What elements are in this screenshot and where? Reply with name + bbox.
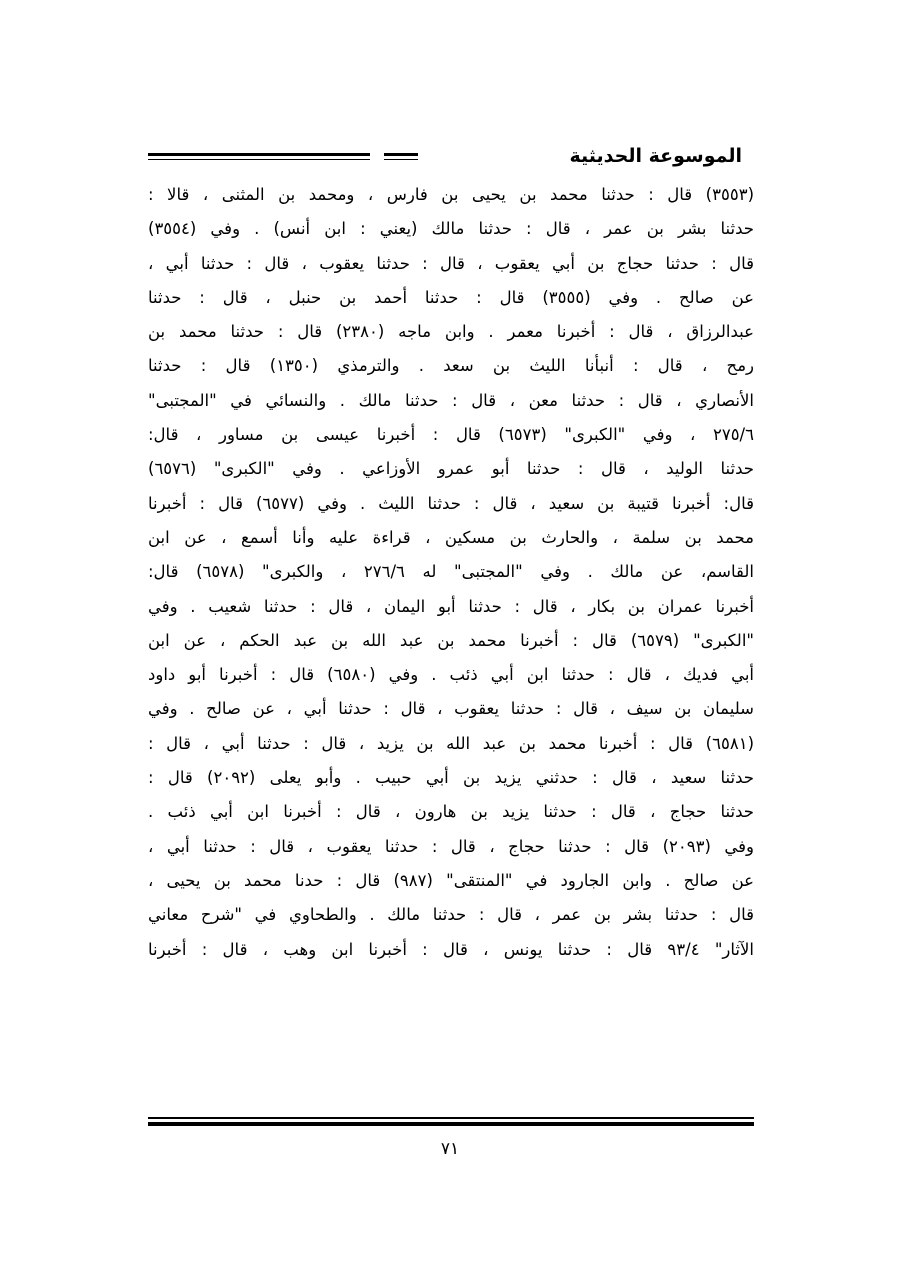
header-title: الموسوعة الحديثية: [569, 145, 742, 167]
text-line: عن صالح . وابن الجارود في "المنتقى" (٩٨٧) قال : حدنا محمد بن يحيى ،: [148, 870, 754, 890]
text-line: حدثنا حجاج ، قال : حدثنا يزيد بن هارون ، قال : أخبرنا ابن أبي ذئب .: [148, 802, 754, 822]
text-line: حدثنا بشر بن عمر ، قال : حدثنا مالك (يعني : ابن أنس) . وفي (٣٥٥٤): [148, 219, 754, 239]
footer-rule: [148, 1117, 754, 1126]
text-line: القاسم، عن مالك . وفي "المجتبى" له ٢٧٦/٦ ، والكبرى" (٦٥٧٨) قال:: [148, 562, 754, 582]
text-line: قال : حدثنا حجاج بن أبي يعقوب ، قال : حدثنا يعقوب ، قال : حدثنا أبي ،: [148, 253, 754, 273]
text-line: "الكبرى" (٦٥٧٩) قال : أخبرنا محمد بن عبد الله بن عبد الحكم ، عن ابن: [148, 630, 754, 650]
page-header: [148, 138, 754, 174]
text-line: حدثنا الوليد ، قال : حدثنا أبو عمرو الأوزاعي . وفي "الكبرى" (٦٥٧٦): [148, 459, 754, 479]
text-line: أخبرنا عمران بن بكار ، قال : حدثنا أبو اليمان ، قال : حدثنا شعيب . وفي: [148, 596, 754, 616]
body-text: [148, 178, 754, 967]
text-line: (٦٥٨١) قال : أخبرنا محمد بن عبد الله بن يزيد ، قال : حدثنا أبي ، قال :: [148, 733, 754, 753]
text-line: (٣٥٥٣) قال : حدثنا محمد بن يحيى بن فارس ، ومحمد بن المثنى ، قالا :: [148, 185, 754, 204]
header-rule-short: [384, 153, 418, 160]
text-line: الأنصاري ، قال : حدثنا معن ، قال : حدثنا مالك . والنسائي في "المجتبى": [148, 390, 754, 410]
text-line: وفي (٢٠٩٣) قال : حدثنا حجاج ، قال : حدثنا يعقوب ، قال : حدثنا أبي ،: [148, 836, 755, 856]
text-line: أبي فديك ، قال : حدثنا ابن أبي ذئب . وفي (٦٥٨٠) قال : أخبرنا أبو داود: [148, 665, 755, 685]
text-line: سليمان بن سيف ، قال : حدثنا يعقوب ، قال : حدثنا أبي ، عن صالح . وفي: [148, 699, 754, 719]
text-line: قال: أخبرنا قتيبة بن سعيد ، قال : حدثنا الليث . وفي (٦٥٧٧) قال : أخبرنا: [148, 493, 754, 513]
header-rule-long: [148, 153, 370, 160]
text-line: قال : حدثنا بشر بن عمر ، قال : حدثنا مالك . والطحاوي في "شرح معاني: [148, 905, 754, 925]
text-line: محمد بن سلمة ، والحارث بن مسكين ، قراءة عليه وأنا أسمع ، عن ابن: [148, 527, 754, 547]
page-number: ٧١: [440, 1139, 460, 1159]
text-line: الآثار" ٩٣/٤ قال : حدثنا يونس ، قال : أخبرنا ابن وهب ، قال : أخبرنا: [148, 939, 754, 959]
text-line: حدثنا سعيد ، قال : حدثني يزيد بن أبي حبيب . وأبو يعلى (٢٠٩٢) قال :: [148, 768, 754, 788]
text-line: عبدالرزاق ، قال : أخبرنا معمر . وابن ماجه (٢٣٨٠) قال : حدثنا محمد بن: [148, 322, 754, 342]
text-line: ٢٧٥/٦ ، وفي "الكبرى" (٦٥٧٣) قال : أخبرنا عيسى بن مساور ، قال:: [148, 425, 754, 445]
text-line: رمح ، قال : أنبأنا الليث بن سعد . والترمذي (١٣٥٠) قال : حدثنا: [148, 356, 755, 376]
text-line: عن صالح . وفي (٣٥٥٥) قال : حدثنا أحمد بن حنبل ، قال : حدثنا: [148, 287, 754, 307]
